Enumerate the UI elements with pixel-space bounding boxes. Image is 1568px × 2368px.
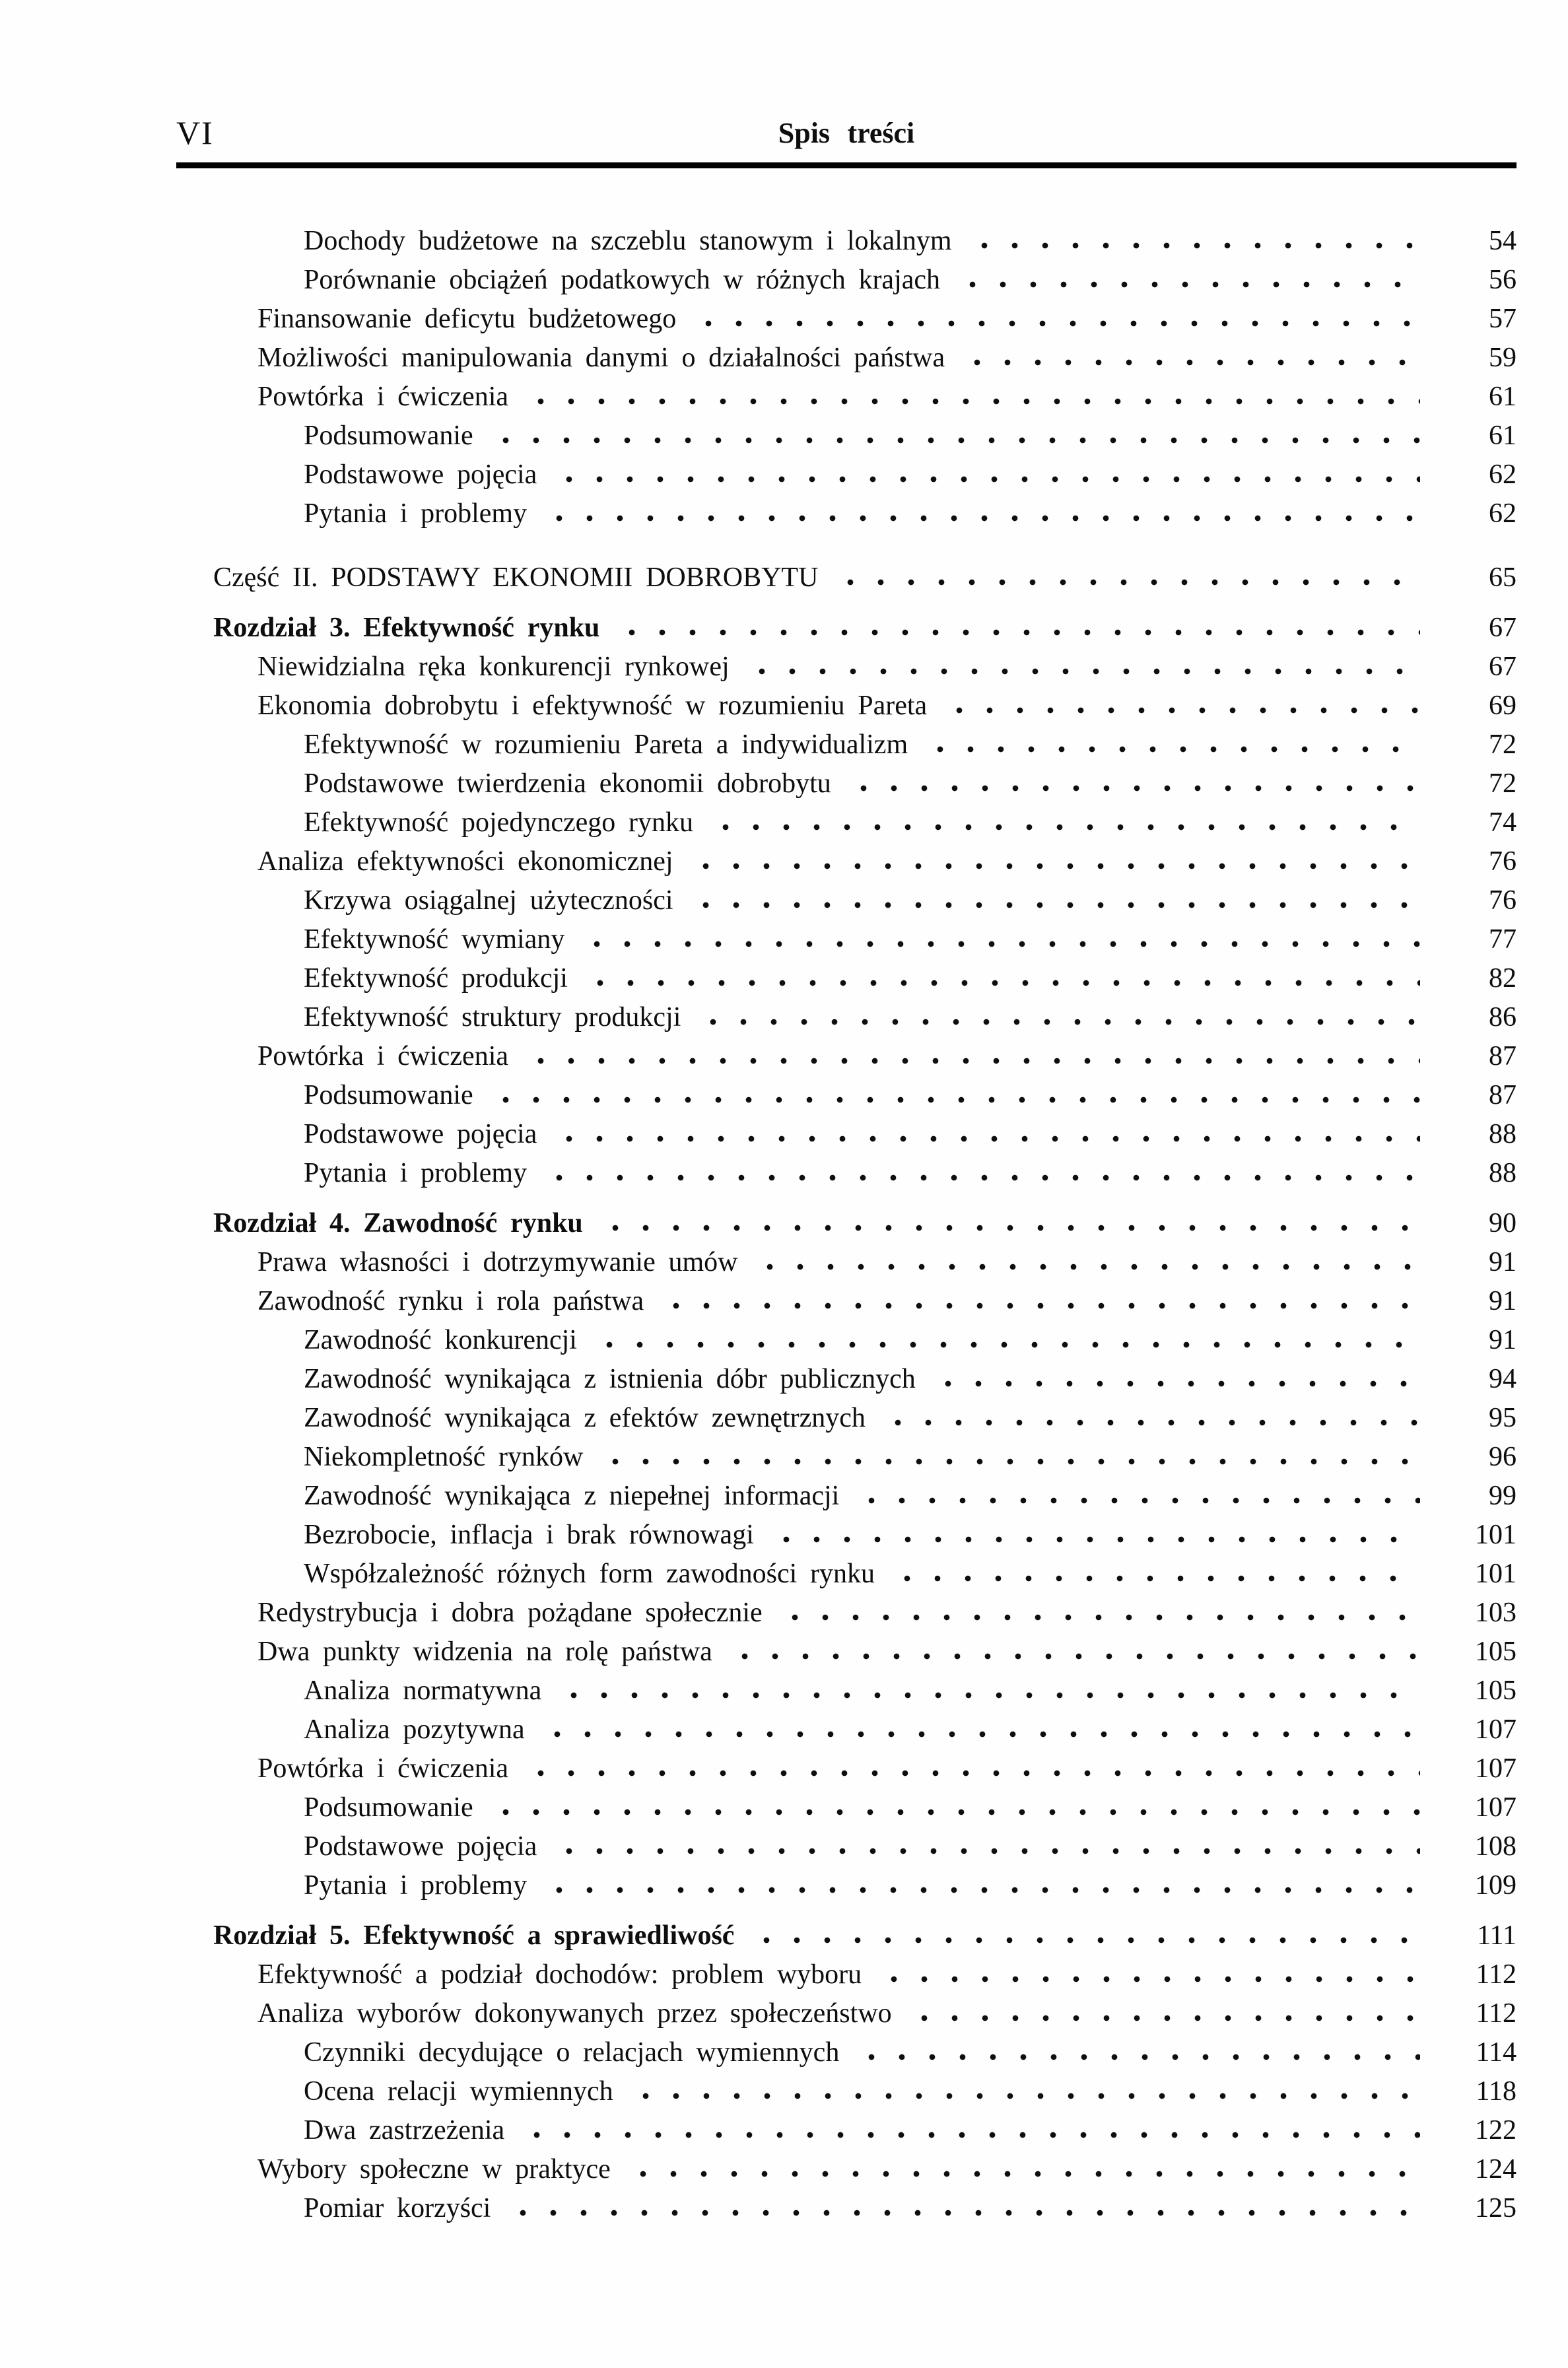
toc-entry-page: 82 bbox=[1489, 963, 1517, 994]
toc-entry-page: 91 bbox=[1489, 1247, 1517, 1277]
toc-entry bbox=[176, 1324, 1517, 1363]
toc-entry-title: Zawodność rynku i rola państwa bbox=[257, 1286, 644, 1316]
toc-entry-title: Podstawowe pojęcia bbox=[304, 1831, 537, 1862]
header-rule bbox=[176, 162, 1517, 168]
toc-entry-page: 86 bbox=[1489, 1002, 1517, 1032]
toc-entry-title: Rozdział 3. Efektywność rynku bbox=[213, 613, 600, 643]
toc-entry-page: 114 bbox=[1476, 2037, 1517, 2068]
dot-leader bbox=[516, 2118, 1420, 2139]
dot-leader bbox=[851, 1483, 1420, 1505]
dot-leader bbox=[766, 1522, 1420, 1543]
toc-entry-page: 62 bbox=[1489, 498, 1517, 529]
toc-entry bbox=[176, 1118, 1517, 1157]
toc-entry-title: Efektywność pojedynczego rynku bbox=[304, 807, 693, 838]
toc-entry-page: 90 bbox=[1489, 1208, 1517, 1238]
dot-leader bbox=[623, 2157, 1420, 2178]
toc-entry-page: 91 bbox=[1489, 1325, 1517, 1355]
toc-entry bbox=[176, 1441, 1517, 1480]
toc-entry-title: Efektywność struktury produkcji bbox=[304, 1002, 681, 1032]
toc-entry bbox=[176, 1753, 1517, 1792]
toc-entry-page: 87 bbox=[1489, 1080, 1517, 1110]
toc-entry bbox=[176, 2076, 1517, 2114]
toc-entry bbox=[176, 1792, 1517, 1831]
toc-entry-title: Pytania i problemy bbox=[304, 1158, 528, 1188]
toc-entry bbox=[176, 1207, 1517, 1246]
toc-entry bbox=[176, 1519, 1517, 1558]
dot-leader bbox=[928, 1367, 1420, 1388]
dot-leader bbox=[520, 1044, 1420, 1065]
toc-entry-title: Podsumowanie bbox=[304, 1792, 473, 1823]
toc-entry-page: 105 bbox=[1475, 1637, 1517, 1667]
dot-leader bbox=[688, 306, 1420, 327]
toc-entry-page: 108 bbox=[1475, 1831, 1517, 1862]
toc-entry bbox=[176, 1285, 1517, 1324]
dot-leader bbox=[520, 1756, 1420, 1777]
toc-entry-page: 72 bbox=[1489, 768, 1517, 799]
toc-entry-title: Pomiar korzyści bbox=[304, 2193, 491, 2223]
toc-entry-page: 67 bbox=[1489, 613, 1517, 643]
toc-entry-title: Efektywność a podział dochodów: problem wyboru bbox=[257, 1959, 862, 1990]
page-folio: VI bbox=[176, 114, 214, 151]
toc-entry-title: Wybory społeczne w praktyce bbox=[257, 2154, 611, 2184]
dot-leader bbox=[685, 849, 1420, 870]
toc-entry bbox=[176, 225, 1517, 264]
toc-entry bbox=[176, 1998, 1517, 2037]
dot-leader bbox=[589, 1328, 1420, 1349]
dot-leader bbox=[485, 423, 1420, 444]
toc-entry bbox=[176, 1597, 1517, 1636]
toc-entry-title: Analiza wyborów dokonywanych przez społeczeństwo bbox=[257, 1998, 892, 2029]
toc-entry bbox=[176, 1870, 1517, 1909]
toc-entry-title: Efektywność produkcji bbox=[304, 963, 568, 994]
toc-entry-title: Pytania i problemy bbox=[304, 498, 528, 529]
toc-entry-title: Analiza normatywna bbox=[304, 1675, 542, 1706]
toc-entry-page: 107 bbox=[1475, 1753, 1517, 1784]
dot-leader bbox=[877, 1405, 1420, 1427]
dot-leader bbox=[520, 384, 1420, 405]
dot-leader bbox=[611, 615, 1420, 636]
toc-entry-title: Podsumowanie bbox=[304, 1080, 473, 1110]
toc-entry-title: Efektywność w rozumieniu Pareta a indywidualizm bbox=[304, 729, 908, 760]
toc-entry-page: 122 bbox=[1475, 2115, 1517, 2146]
toc-entry-page: 96 bbox=[1489, 1442, 1517, 1472]
toc-entry-title: Dwa punkty widzenia na rolę państwa bbox=[257, 1637, 712, 1667]
toc-entry-title: Bezrobocie, inflacja i brak równowagi bbox=[304, 1520, 754, 1550]
toc-entry-page: 74 bbox=[1489, 807, 1517, 838]
toc-entry bbox=[176, 459, 1517, 498]
toc-entry bbox=[176, 264, 1517, 303]
toc-entry bbox=[176, 1001, 1517, 1040]
dot-leader bbox=[746, 1923, 1420, 1944]
running-header bbox=[176, 114, 1517, 160]
toc-entry-page: 88 bbox=[1489, 1119, 1517, 1149]
toc-entry-title: Prawa własności i dotrzymywanie umów bbox=[257, 1247, 738, 1277]
toc-entry-page: 112 bbox=[1476, 1959, 1517, 1990]
toc-entry bbox=[176, 498, 1517, 537]
toc-entry bbox=[176, 1831, 1517, 1870]
toc-entry bbox=[176, 2153, 1517, 2192]
toc-entry-page: 109 bbox=[1475, 1870, 1517, 1901]
dot-leader bbox=[957, 345, 1420, 366]
toc-entry-page: 56 bbox=[1489, 265, 1517, 295]
toc-entry-title: Analiza efektywności ekonomicznej bbox=[257, 846, 673, 877]
toc-entry bbox=[176, 303, 1517, 342]
toc-entry bbox=[176, 1157, 1517, 1196]
toc-entry-page: 59 bbox=[1489, 343, 1517, 373]
dot-leader bbox=[539, 501, 1420, 522]
toc-entry-title: Niewidzialna ręka konkurencji rynkowej bbox=[257, 652, 730, 682]
dot-leader bbox=[904, 2001, 1420, 2022]
dot-leader bbox=[549, 462, 1420, 483]
toc-entry-page: 54 bbox=[1489, 226, 1517, 256]
toc-entry-page: 95 bbox=[1489, 1403, 1517, 1433]
dot-leader bbox=[887, 1561, 1420, 1582]
toc-entry-page: 61 bbox=[1489, 421, 1517, 451]
toc-entry-title: Analiza pozytywna bbox=[304, 1714, 525, 1745]
toc-entry-page: 88 bbox=[1489, 1158, 1517, 1188]
dot-leader bbox=[549, 1834, 1420, 1855]
toc-entry-title: Część II. PODSTAWY EKONOMII DOBROBYTU bbox=[213, 562, 819, 593]
toc-entry-page: 107 bbox=[1475, 1714, 1517, 1745]
toc-entry bbox=[176, 651, 1517, 690]
toc-entry bbox=[176, 1040, 1517, 1079]
toc-entry bbox=[176, 690, 1517, 729]
toc-entry-title: Podstawowe pojęcia bbox=[304, 459, 537, 490]
toc-entry-page: 118 bbox=[1476, 2076, 1517, 2107]
toc-entry bbox=[176, 1636, 1517, 1675]
toc-entry-title: Efektywność wymiany bbox=[304, 924, 565, 955]
toc-entry-page: 101 bbox=[1475, 1520, 1517, 1550]
toc-entry bbox=[176, 729, 1517, 768]
dot-leader bbox=[873, 1962, 1420, 1983]
dot-leader bbox=[851, 2040, 1420, 2061]
toc-entry bbox=[176, 1714, 1517, 1753]
dot-leader bbox=[656, 1289, 1420, 1310]
toc-entry-page: 99 bbox=[1489, 1481, 1517, 1511]
toc-entry bbox=[176, 807, 1517, 846]
toc-entry-page: 111 bbox=[1477, 1920, 1517, 1951]
toc-entry-title: Porównanie obciążeń podatkowych w różnych krajach bbox=[304, 265, 941, 295]
toc-entry-title: Rozdział 4. Zawodność rynku bbox=[213, 1208, 583, 1238]
toc-entry-title: Podsumowanie bbox=[304, 421, 473, 451]
dot-leader bbox=[724, 1639, 1420, 1660]
toc-entry-page: 87 bbox=[1489, 1041, 1517, 1071]
toc-entry-title: Zawodność konkurencji bbox=[304, 1325, 577, 1355]
toc-entry-page: 103 bbox=[1475, 1598, 1517, 1628]
toc-entry-page: 107 bbox=[1475, 1792, 1517, 1823]
toc-entry bbox=[176, 1363, 1517, 1402]
dot-leader bbox=[774, 1600, 1420, 1621]
toc-entry bbox=[176, 768, 1517, 807]
toc-entry bbox=[176, 846, 1517, 885]
toc-entry-page: 105 bbox=[1475, 1675, 1517, 1706]
dot-leader bbox=[705, 810, 1420, 831]
dot-leader bbox=[964, 228, 1420, 250]
toc-entry-title: Ocena relacji wymiennych bbox=[304, 2076, 613, 2107]
toc-entry-page: 61 bbox=[1489, 382, 1517, 412]
toc-entry-page: 101 bbox=[1475, 1559, 1517, 1589]
toc-entry-title: Zawodność wynikająca z efektów zewnętrznych bbox=[304, 1403, 866, 1433]
dot-leader bbox=[693, 1005, 1420, 1026]
toc-entry bbox=[176, 381, 1517, 420]
toc-entry bbox=[176, 1959, 1517, 1998]
toc-entry-title: Powtórka i ćwiczenia bbox=[257, 1041, 509, 1071]
toc-entry bbox=[176, 2114, 1517, 2153]
dot-leader bbox=[539, 1873, 1420, 1894]
toc-entry bbox=[176, 1675, 1517, 1714]
dot-leader bbox=[502, 2196, 1420, 2217]
dot-leader bbox=[537, 1717, 1420, 1738]
toc-entry-title: Podstawowe pojęcia bbox=[304, 1119, 537, 1149]
table-of-contents bbox=[176, 225, 1517, 2231]
toc-entry-title: Finansowanie deficytu budżetowego bbox=[257, 304, 677, 334]
toc-entry-title: Niekompletność rynków bbox=[304, 1442, 584, 1472]
toc-entry-title: Dochody budżetowe na szczeblu stanowym i lokalnym bbox=[304, 226, 952, 256]
toc-entry bbox=[176, 612, 1517, 651]
toc-entry-page: 76 bbox=[1489, 846, 1517, 877]
toc-entry-page: 77 bbox=[1489, 924, 1517, 955]
dot-leader bbox=[485, 1795, 1420, 1816]
toc-entry-page: 91 bbox=[1489, 1286, 1517, 1316]
dot-leader bbox=[920, 732, 1420, 753]
toc-entry-page: 62 bbox=[1489, 459, 1517, 490]
toc-entry-title: Powtórka i ćwiczenia bbox=[257, 1753, 509, 1784]
dot-leader bbox=[939, 693, 1420, 714]
toc-entry bbox=[176, 1920, 1517, 1959]
page-title: Spis treści bbox=[778, 117, 915, 149]
dot-leader bbox=[685, 888, 1420, 909]
dot-leader bbox=[625, 2079, 1420, 2100]
toc-entry-page: 124 bbox=[1475, 2154, 1517, 2184]
toc-entry bbox=[176, 1480, 1517, 1519]
toc-entry-title: Możliwości manipulowania danymi o działalności państwa bbox=[257, 343, 945, 373]
dot-leader bbox=[485, 1083, 1420, 1104]
page-content bbox=[176, 114, 1517, 2231]
toc-entry-page: 76 bbox=[1489, 885, 1517, 916]
toc-entry bbox=[176, 420, 1517, 459]
toc-entry bbox=[176, 1079, 1517, 1118]
dot-leader bbox=[595, 1444, 1420, 1466]
dot-leader bbox=[553, 1678, 1420, 1699]
toc-entry bbox=[176, 562, 1517, 601]
dot-leader bbox=[576, 927, 1420, 948]
toc-entry-title: Redystrybucja i dobra pożądane społecznie bbox=[257, 1598, 763, 1628]
toc-entry-page: 72 bbox=[1489, 729, 1517, 760]
toc-entry-page: 112 bbox=[1476, 1998, 1517, 2029]
toc-entry bbox=[176, 1402, 1517, 1441]
toc-entry-page: 94 bbox=[1489, 1364, 1517, 1394]
toc-entry-title: Powtórka i ćwiczenia bbox=[257, 382, 509, 412]
toc-entry-title: Dwa zastrzeżenia bbox=[304, 2115, 505, 2146]
toc-entry-title: Rozdział 5. Efektywność a sprawiedliwość bbox=[213, 1920, 735, 1951]
toc-entry-page: 69 bbox=[1489, 691, 1517, 721]
dot-leader bbox=[580, 966, 1420, 987]
toc-entry-page: 67 bbox=[1489, 652, 1517, 682]
toc-entry-title: Współzależność różnych form zawodności rynku bbox=[304, 1559, 875, 1589]
toc-entry bbox=[176, 2037, 1517, 2076]
toc-entry bbox=[176, 1558, 1517, 1597]
dot-leader bbox=[830, 565, 1420, 586]
dot-leader bbox=[549, 1122, 1420, 1143]
toc-entry-title: Pytania i problemy bbox=[304, 1870, 528, 1901]
toc-entry-title: Zawodność wynikająca z niepełnej informacji bbox=[304, 1481, 840, 1511]
toc-entry-title: Podstawowe twierdzenia ekonomii dobrobytu bbox=[304, 768, 831, 799]
toc-entry bbox=[176, 2192, 1517, 2231]
toc-entry-title: Ekonomia dobrobytu i efektywność w rozumieniu Pareta bbox=[257, 691, 928, 721]
toc-entry bbox=[176, 342, 1517, 381]
toc-entry bbox=[176, 924, 1517, 963]
dot-leader bbox=[539, 1161, 1420, 1182]
toc-entry bbox=[176, 885, 1517, 924]
dot-leader bbox=[843, 771, 1420, 792]
toc-entry-title: Krzywa osiągalnej użyteczności bbox=[304, 885, 673, 916]
toc-entry bbox=[176, 1246, 1517, 1285]
dot-leader bbox=[741, 654, 1420, 675]
toc-entry-title: Zawodność wynikająca z istnienia dóbr publicznych bbox=[304, 1364, 916, 1394]
dot-leader bbox=[595, 1211, 1420, 1232]
dot-leader bbox=[952, 267, 1420, 288]
toc-entry-page: 65 bbox=[1489, 562, 1517, 593]
toc-entry-page: 57 bbox=[1489, 304, 1517, 334]
toc-entry bbox=[176, 963, 1517, 1001]
toc-entry-page: 125 bbox=[1475, 2193, 1517, 2223]
dot-leader bbox=[749, 1250, 1420, 1271]
toc-entry-title: Czynniki decydujące o relacjach wymiennych bbox=[304, 2037, 840, 2068]
